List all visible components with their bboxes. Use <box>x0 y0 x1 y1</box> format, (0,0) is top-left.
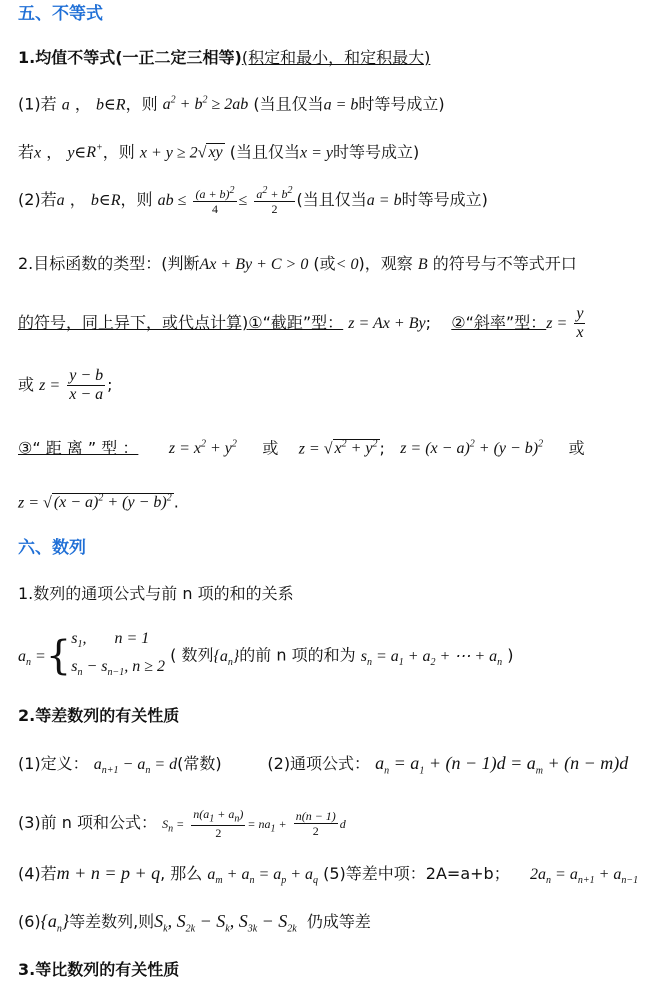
arithmetic-property-4-5: (4)若m + n = p + q, 那么 $a_m + a_n = a_p + a_q$ (5)等差中项：2A=a+b； $2a_n = a_{n+1} + a_{n-1}$ <box>18 863 639 887</box>
line2-cond: 当且仅当 <box>235 142 300 162</box>
objective-function-line-3: 或 z = $\frac{y - b}{x - a}$ ; <box>18 367 113 403</box>
line3-prefix: (2)若 <box>18 190 57 209</box>
mean-inequality-note: (积定和最小，和定积最大) <box>241 48 431 67</box>
distance-type: ③“ 距 离 ” 型 ： <box>18 438 139 458</box>
section-5-title: 五、不等式 <box>18 4 103 24</box>
def-label: (1)定义： <box>18 754 89 773</box>
arithmetic-sum-line: (3)前 n 项和公式： $S_n$ = $\frac{n(a_1 + a_n)}{2}$ = $na_1$ + $\frac{n(n - 1)}{2}$ d <box>18 807 346 841</box>
prop6-b: 等差数列,则 <box>69 912 155 931</box>
mean-inequality-heading: 1.均值不等式(一正二定三相等) <box>18 48 242 67</box>
prop6-a: (6) <box>18 912 41 931</box>
line1-suffix: 时等号成立) <box>358 94 445 114</box>
line3-suffix: 时等号成立) <box>401 190 488 209</box>
section-6-title: 六、数列 <box>18 538 86 558</box>
objective-function-line-2: 的符号，同上异下，或代点计算)①“截距”型： z = Ax + By; ②“斜率”型：z = $\frac{y}{x}$ <box>18 305 584 341</box>
obj-line2-a: 的符号，同上异下，或代点计算) <box>18 313 249 332</box>
objective-function-line-1: 2.目标函数的类型：(判断Ax + By + C > 0 (或< 0)，观察 B 的符号与不等式开口 <box>18 254 577 273</box>
line2-suffix: 时等号成立) <box>333 142 420 162</box>
def-const: (常数) <box>177 754 222 773</box>
arithmetic-definition-line: (1)定义： $a_{n+1} - a_n = d$(常数) (2)通项公式： $a_n = a_1 + (n - 1)d = a_m + (n - m)d$ <box>18 753 629 777</box>
or-text-2: 或 <box>262 438 279 458</box>
obj-text-a: 2.目标函数的类型：(判断 <box>18 254 200 273</box>
inequality-line-1: (1)若 a ， b∈R，则 $a^2 + b^2 \ge 2ab$ (当且仅当a = b时等号成立) <box>18 94 445 114</box>
line3-cond: 当且仅当 <box>302 190 367 209</box>
inequality-line-3: (2)若a ， b∈R，则 ab ≤ $\frac{(a + b)^2}{4}$ ≤ $\frac{a^2 + b^2}{2}$ (当且仅当a = b时等号成立) <box>18 185 488 216</box>
slope-type: ②“斜率”型： <box>451 313 547 332</box>
sequence-relation-formula: $a_n$ ={ $s_1$, n = 1 $s_n - s_{n-1}$, n ≥ 2 ( 数列$\{a_n\}$的前 n 项的和为 $s_n = a_1 + a_2$ + ⋯ + $a_n$ ) <box>18 630 514 680</box>
note-b: 的前 n 项的和为 <box>239 645 356 665</box>
distance-type-line: ③“ 距 离 ” 型 ： $z = x^2 + y^2$ 或 z = √ $x^2 + y^2$ ; $z = (x - a)^2 + (y - b)^2$ 或 <box>18 438 585 458</box>
line1-prefix: (1)若 <box>18 94 57 114</box>
obj-text-d: 的符号与不等式开口 <box>432 254 577 273</box>
note-a: ( 数列 <box>170 645 214 665</box>
intercept-type: ①“截距”型： <box>248 313 344 332</box>
mean-inequality-title <box>18 50 430 66</box>
obj-text-c: )，观察 <box>358 254 413 273</box>
arithmetic-property-6: $(6)\{a_n\}$等差数列,则$S_k$, $S_{2k} - S_k$, $S_{3k} - S_{2k}$ 仍成等差 <box>18 911 371 935</box>
line2-prefix: 若 <box>18 142 35 162</box>
prop5: (5)等差中项：2A=a+b； <box>323 864 510 883</box>
or-text-3: 或 <box>568 438 585 458</box>
arithmetic-sequence-title: 2.等差数列的有关性质 <box>18 706 180 725</box>
sequence-relation-title: 1.数列的通项公式与前 n 项的和的关系 <box>18 584 294 603</box>
obj-text-b: (或 <box>313 254 336 273</box>
distance-type-line-2: z = √ $(x - a)^2 + (y - b)^2$ . <box>18 492 179 512</box>
or-text: 或 <box>18 375 35 394</box>
inequality-line-2: 若x ， y∈R+，则 x + y ≥ 2√ xy (当且仅当x = y时等号成立) <box>18 142 420 162</box>
general-label: (2)通项公式： <box>267 754 371 773</box>
prop4-a: (4)若 <box>18 864 57 883</box>
prop4-b: , 那么 <box>160 864 203 883</box>
prop6-c: 仍成等差 <box>306 912 371 931</box>
geometric-sequence-title: 3.等比数列的有关性质 <box>18 960 180 979</box>
sum-label: (3)前 n 项和公式： <box>18 813 157 833</box>
line1-cond: 当且仅当 <box>259 94 324 114</box>
